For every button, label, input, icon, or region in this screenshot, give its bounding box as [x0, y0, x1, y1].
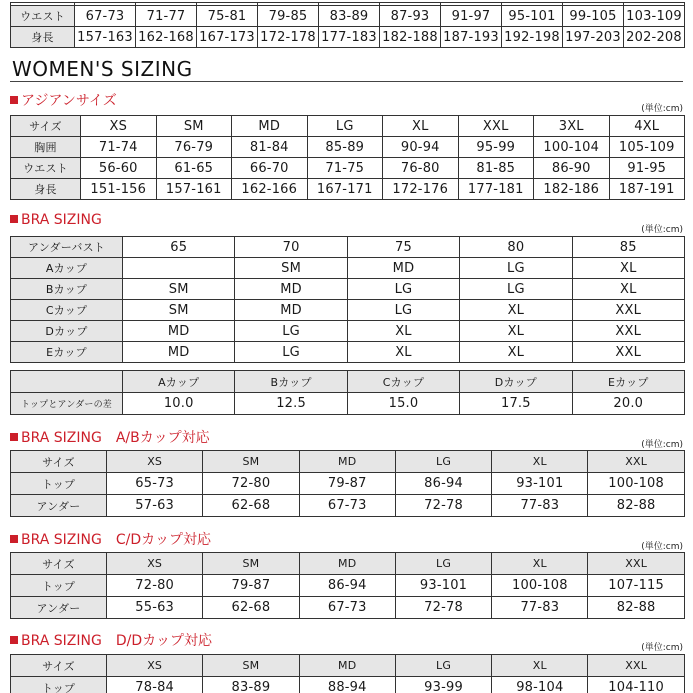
value-cell: 86-94	[299, 575, 395, 597]
header-cell: XXL	[588, 655, 684, 677]
men-size-table-partial	[10, 2, 685, 48]
value-cell: 71-74	[81, 137, 157, 158]
dd-cup-heading	[10, 630, 212, 650]
value-cell: MD	[123, 321, 235, 342]
value-cell: 93-101	[492, 473, 588, 495]
red-square-icon	[10, 636, 18, 644]
value-cell: MD	[235, 279, 347, 300]
header-row	[11, 451, 685, 473]
value-cell: 83-89	[319, 6, 380, 27]
header-cell: XXL	[588, 451, 684, 473]
value-cell: 65-73	[107, 473, 203, 495]
value-cell: 81-84	[232, 137, 308, 158]
header-row	[11, 237, 685, 258]
header-cell: Aカップ	[123, 371, 235, 393]
value-cell: 93-99	[395, 677, 491, 693]
value-cell: 66-70	[232, 158, 308, 179]
header-cell: XL	[492, 553, 588, 575]
value-cell: XL	[347, 321, 459, 342]
ab-cup-table	[10, 450, 685, 517]
value-cell: 10.0	[123, 393, 235, 415]
value-cell: 72-80	[107, 575, 203, 597]
value-cell: XXL	[572, 342, 684, 363]
row-label-cell: 身長	[11, 179, 81, 200]
value-cell: 71-77	[136, 6, 197, 27]
header-cell: XS	[107, 451, 203, 473]
bra-sizing-title: BRA SIZING	[21, 212, 102, 228]
header-cell: LG	[395, 553, 491, 575]
cd-cup-title: BRA SIZING C/Dカップ対応	[21, 532, 211, 548]
value-cell: MD	[347, 258, 459, 279]
value-cell: XL	[460, 342, 572, 363]
value-cell: 83-89	[203, 677, 299, 693]
value-cell: 162-168	[136, 27, 197, 48]
header-cell: XS	[107, 553, 203, 575]
table-row	[11, 321, 685, 342]
value-cell: 100-104	[534, 137, 610, 158]
header-cell: XL	[492, 655, 588, 677]
value-cell: 61-65	[156, 158, 232, 179]
value-cell: 79-87	[203, 575, 299, 597]
value-cell: 76-79	[156, 137, 232, 158]
header-row	[11, 371, 685, 393]
value-cell: 75-81	[197, 6, 258, 27]
row-label-cell: 胸囲	[11, 137, 81, 158]
table-row	[11, 137, 685, 158]
value-cell: XL	[347, 342, 459, 363]
cd-unit-label: (単位:cm)	[641, 542, 683, 552]
header-cell: SM	[203, 451, 299, 473]
header-cell: SM	[156, 116, 232, 137]
value-cell: 192-198	[502, 27, 563, 48]
value-cell: 100-108	[588, 473, 684, 495]
red-square-icon	[10, 433, 18, 441]
value-cell: 177-183	[319, 27, 380, 48]
value-cell: 104-110	[588, 677, 684, 693]
header-cell: サイズ	[11, 655, 107, 677]
value-cell: LG	[235, 321, 347, 342]
asian-size-title: アジアンサイズ	[21, 93, 117, 109]
value-cell: LG	[347, 279, 459, 300]
value-cell: 105-109	[609, 137, 685, 158]
value-cell: 100-108	[492, 575, 588, 597]
red-square-icon	[10, 535, 18, 543]
table-row	[11, 179, 685, 200]
dd-cup-table	[10, 654, 685, 693]
header-cell: 65	[123, 237, 235, 258]
header-row	[11, 116, 685, 137]
bra-unit-label: (単位:cm)	[641, 225, 683, 235]
header-cell: 75	[347, 237, 459, 258]
value-cell: SM	[235, 258, 347, 279]
value-cell: 157-161	[156, 179, 232, 200]
value-cell: XL	[572, 258, 684, 279]
value-cell: 187-193	[441, 27, 502, 48]
table-row	[11, 279, 685, 300]
value-cell: 57-63	[107, 495, 203, 517]
value-cell: 67-73	[75, 6, 136, 27]
header-cell: MD	[299, 451, 395, 473]
table-row	[11, 575, 685, 597]
header-cell	[11, 371, 123, 393]
value-cell: 78-84	[107, 677, 203, 693]
header-cell: XXL	[588, 553, 684, 575]
value-cell: XL	[572, 279, 684, 300]
header-cell: Bカップ	[235, 371, 347, 393]
header-cell: XS	[107, 655, 203, 677]
value-cell: SM	[123, 279, 235, 300]
value-cell: 86-90	[534, 158, 610, 179]
header-cell: Eカップ	[572, 371, 684, 393]
value-cell: 72-80	[203, 473, 299, 495]
value-cell: 90-94	[383, 137, 459, 158]
header-cell: 80	[460, 237, 572, 258]
header-cell: LG	[395, 451, 491, 473]
value-cell: 197-203	[563, 27, 624, 48]
dd-cup-title: BRA SIZING D/Dカップ対応	[21, 633, 212, 649]
value-cell: 91-97	[441, 6, 502, 27]
value-cell: 95-101	[502, 6, 563, 27]
row-label-cell: Eカップ	[11, 342, 123, 363]
value-cell: MD	[123, 342, 235, 363]
ab-unit-label: (単位:cm)	[641, 440, 683, 450]
value-cell: 99-105	[563, 6, 624, 27]
header-cell: サイズ	[11, 451, 107, 473]
value-cell: 182-186	[534, 179, 610, 200]
header-cell: SM	[203, 553, 299, 575]
table-row	[11, 6, 685, 27]
value-cell: 56-60	[81, 158, 157, 179]
red-square-icon	[10, 215, 18, 223]
row-label-cell: Bカップ	[11, 279, 123, 300]
value-cell: 172-178	[258, 27, 319, 48]
value-cell: 86-94	[395, 473, 491, 495]
table-row	[11, 473, 685, 495]
ab-cup-title: BRA SIZING A/Bカップ対応	[21, 430, 210, 446]
value-cell: 103-109	[624, 6, 685, 27]
value-cell: 91-95	[609, 158, 685, 179]
asian-size-heading	[10, 90, 117, 110]
value-cell: 71-75	[307, 158, 383, 179]
table-row	[11, 342, 685, 363]
value-cell: XXL	[572, 321, 684, 342]
ab-cup-heading	[10, 427, 210, 447]
header-cell: 4XL	[609, 116, 685, 137]
value-cell: 98-104	[492, 677, 588, 693]
value-cell: 177-181	[458, 179, 534, 200]
row-label-cell: Cカップ	[11, 300, 123, 321]
header-cell: LG	[307, 116, 383, 137]
header-cell: サイズ	[11, 116, 81, 137]
row-label-cell: ウエスト	[11, 158, 81, 179]
red-square-icon	[10, 96, 18, 104]
value-cell: 167-171	[307, 179, 383, 200]
value-cell: 77-83	[492, 597, 588, 619]
value-cell: 182-188	[380, 27, 441, 48]
row-label-cell: トップ	[11, 575, 107, 597]
value-cell: 77-83	[492, 495, 588, 517]
table-row	[11, 677, 685, 693]
bra-size-table	[10, 236, 685, 363]
value-cell: 167-173	[197, 27, 258, 48]
table-row	[11, 258, 685, 279]
value-cell: LG	[347, 300, 459, 321]
title-divider	[10, 81, 683, 82]
value-cell: 87-93	[380, 6, 441, 27]
value-cell: 151-156	[81, 179, 157, 200]
row-label-cell: トップとアンダーの差	[11, 393, 123, 415]
value-cell: 162-166	[232, 179, 308, 200]
value-cell: 107-115	[588, 575, 684, 597]
value-cell: XL	[460, 321, 572, 342]
header-cell: XL	[492, 451, 588, 473]
value-cell: 12.5	[235, 393, 347, 415]
value-cell: 67-73	[299, 495, 395, 517]
value-cell: MD	[235, 300, 347, 321]
value-cell: 93-101	[395, 575, 491, 597]
value-cell: 79-87	[299, 473, 395, 495]
cup-difference-table	[10, 370, 685, 415]
row-label-cell: ウエスト	[11, 6, 75, 27]
value-cell: 76-80	[383, 158, 459, 179]
value-cell: 72-78	[395, 597, 491, 619]
value-cell: XL	[460, 300, 572, 321]
table-row	[11, 495, 685, 517]
row-label-cell: トップ	[11, 677, 107, 693]
value-cell: 15.0	[347, 393, 459, 415]
table-row	[11, 300, 685, 321]
value-cell: XXL	[572, 300, 684, 321]
header-cell: XXL	[458, 116, 534, 137]
header-cell: 85	[572, 237, 684, 258]
value-cell: 62-68	[203, 597, 299, 619]
value-cell	[123, 258, 235, 279]
value-cell: 172-176	[383, 179, 459, 200]
cd-cup-heading	[10, 529, 211, 549]
asian-unit-label: (単位:cm)	[641, 104, 683, 114]
header-cell: XS	[81, 116, 157, 137]
header-cell: MD	[299, 655, 395, 677]
value-cell: 82-88	[588, 495, 684, 517]
row-label-cell: Aカップ	[11, 258, 123, 279]
value-cell: 81-85	[458, 158, 534, 179]
value-cell: 55-63	[107, 597, 203, 619]
value-cell: SM	[123, 300, 235, 321]
value-cell: 62-68	[203, 495, 299, 517]
row-label-cell: Dカップ	[11, 321, 123, 342]
value-cell: 95-99	[458, 137, 534, 158]
header-cell: SM	[203, 655, 299, 677]
header-cell: 3XL	[534, 116, 610, 137]
header-cell: Cカップ	[347, 371, 459, 393]
row-label-cell: アンダー	[11, 495, 107, 517]
value-cell: 157-163	[75, 27, 136, 48]
header-row	[11, 553, 685, 575]
value-cell: 17.5	[460, 393, 572, 415]
table-row	[11, 597, 685, 619]
row-label-cell: アンダー	[11, 597, 107, 619]
header-cell: 70	[235, 237, 347, 258]
value-cell: LG	[235, 342, 347, 363]
value-cell: LG	[460, 279, 572, 300]
row-label-cell: トップ	[11, 473, 107, 495]
page-title: WOMEN'S SIZING	[12, 57, 193, 81]
value-cell: 67-73	[299, 597, 395, 619]
table-row	[11, 393, 685, 415]
value-cell: 82-88	[588, 597, 684, 619]
header-cell: MD	[232, 116, 308, 137]
value-cell: 79-85	[258, 6, 319, 27]
header-cell: サイズ	[11, 553, 107, 575]
row-label-cell: 身長	[11, 27, 75, 48]
header-cell: Dカップ	[460, 371, 572, 393]
value-cell: 202-208	[624, 27, 685, 48]
header-row	[11, 655, 685, 677]
value-cell: 88-94	[299, 677, 395, 693]
header-cell: MD	[299, 553, 395, 575]
dd-unit-label: (単位:cm)	[641, 643, 683, 653]
header-cell: アンダーバスト	[11, 237, 123, 258]
bra-sizing-heading	[10, 212, 102, 228]
asian-size-table	[10, 115, 685, 200]
table-row	[11, 158, 685, 179]
value-cell: 20.0	[572, 393, 684, 415]
header-cell: XL	[383, 116, 459, 137]
value-cell: 187-191	[609, 179, 685, 200]
header-cell: LG	[395, 655, 491, 677]
value-cell: LG	[460, 258, 572, 279]
table-row	[11, 27, 685, 48]
value-cell: 85-89	[307, 137, 383, 158]
cd-cup-table	[10, 552, 685, 619]
value-cell: 72-78	[395, 495, 491, 517]
